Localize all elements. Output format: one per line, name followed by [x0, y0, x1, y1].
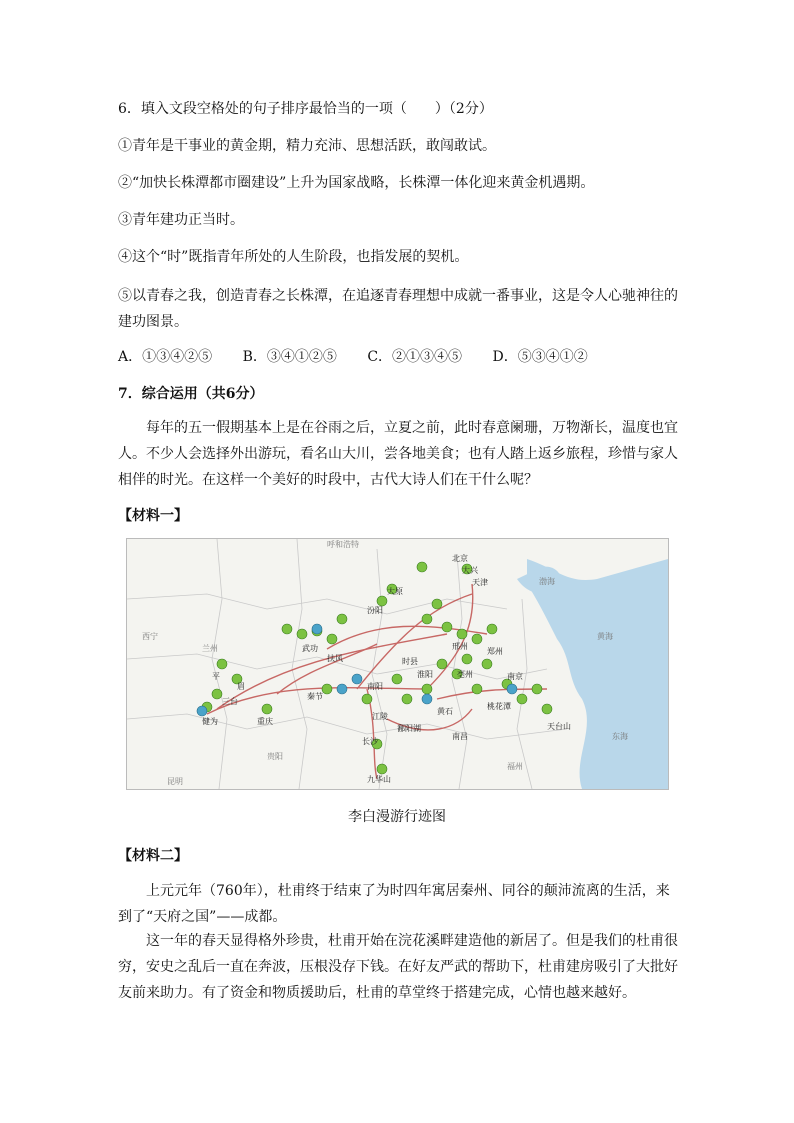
sentence-2: ②“加快长株潭都市圈建设”上升为国家战略，长株潭一体化迎来黄金机遇期。 — [118, 175, 595, 191]
label-chongqing: 重庆 — [257, 717, 273, 726]
option-d[interactable]: D．⑤③④①② — [492, 349, 588, 365]
label-nanjing: 南京 — [507, 672, 523, 681]
sentence-5: ⑤以青春之我，创造青春之长株潭，在追逐青春理想中成就一番事业，这是令人心驰神往的建功图景。 — [118, 288, 678, 330]
label-wugong: 武功 — [302, 644, 318, 653]
label-huhehaote: 呼和浩特 — [327, 540, 359, 549]
option-c[interactable]: C．②①③④⑤ — [367, 349, 463, 365]
label-jianwei: 健为 — [202, 717, 218, 726]
label-xining: 西宁 — [142, 632, 158, 641]
label-ping: 平 — [212, 672, 220, 681]
label-qinjie: 秦节 — [307, 692, 323, 701]
sentence-1: ①青年是干事业的黄金期，精力充沛、思想活跃，敢闯敢试。 — [118, 138, 496, 154]
label-poyanghu: 鄱阳湖 — [397, 724, 421, 733]
label-bozhou: 亳州 — [457, 670, 473, 679]
label-shixian: 时县 — [402, 657, 418, 666]
label-dayuan: 大原 — [387, 587, 403, 596]
label-jiangling: 江陵 — [372, 712, 388, 721]
label-nanchang: 南昌 — [452, 732, 468, 741]
intro-paragraph: 每年的五一假期基本上是在谷雨之后，立夏之前，此时春意阑珊，万物渐长，温度也宜人。不少人会选择外出游玩，看名山大川，尝各地美食；也有人踏上返乡旅程，珍惜与家人相伴的时光。在这样一个美好的时段中，古代大诗人们在干什么呢？ — [118, 420, 678, 488]
material-2-paragraph-1: 上元元年（760年），杜甫终于结束了为时四年寓居秦州、同谷的颠沛流离的生活，来到了“天府之国”——成都。 — [118, 883, 670, 925]
option-a[interactable]: A．①③④②⑤ — [118, 349, 213, 365]
label-beijing: 北京 — [452, 554, 468, 563]
question-7-title: 7．综合运用（共6分） — [118, 386, 264, 402]
label-daxing: 大兴 — [462, 566, 478, 575]
map-caption: 李白漫游行迹图 — [348, 809, 446, 825]
question-6-title: 6．填入文段空格处的句子排序最恰当的一项（ ）（2分） — [118, 101, 493, 117]
sentence-4: ④这个“时”既指青年所处的人生阶段，也指发展的契机。 — [118, 249, 469, 265]
label-huangshi: 黄石 — [437, 707, 453, 716]
label-fuzhou: 福州 — [507, 762, 523, 771]
label-taohuatan: 桃花潭 — [487, 702, 511, 711]
material-2-paragraph-2: 这一年的春天显得格外珍贵，杜甫开始在浣花溪畔建造他的新居了。但是我们的杜甫很穷，安史之乱后一直在奔波，压根没存下钱。在好友严武的帮助下，杜甫建房吸引了大批好友前来助力。有了资金和物质援助后，杜甫的草堂终于搭建完成，心情也越来越好。 — [118, 933, 678, 1001]
label-huanghai: 黄海 — [597, 632, 613, 641]
label-santai: 三台 — [222, 697, 238, 706]
label-guiyang: 贵阳 — [267, 752, 283, 761]
answer-options — [118, 346, 614, 368]
label-nanyang: 南阳 — [367, 682, 383, 691]
sentence-3: ③青年建功正当时。 — [118, 212, 244, 228]
label-donghai: 东海 — [612, 732, 628, 741]
label-bohai: 渤海 — [539, 577, 555, 586]
label-huaiyang: 淮阳 — [417, 670, 433, 679]
label-tianjin: 天津 — [472, 578, 488, 587]
label-lanzhou: 兰州 — [202, 644, 218, 653]
label-tiantaishan: 天台山 — [547, 722, 571, 731]
label-kunming: 昆明 — [167, 777, 183, 786]
label-zhengzhou: 郑州 — [487, 647, 503, 656]
libai-travel-map — [126, 538, 669, 790]
label-jiuhuashan: 九华山 — [367, 775, 391, 784]
map-graphic — [127, 539, 668, 789]
label-mei: 眉 — [237, 682, 245, 691]
label-fufeng: 扶风 — [327, 654, 343, 663]
label-fenyang: 汾阳 — [367, 606, 383, 615]
label-xingzhou: 邢州 — [452, 642, 468, 651]
material-1-heading: 【材料一】 — [118, 508, 188, 524]
option-b[interactable]: B．③④①②⑤ — [242, 349, 337, 365]
material-2-heading: 【材料二】 — [118, 848, 188, 864]
label-changsha: 长沙 — [362, 737, 378, 746]
